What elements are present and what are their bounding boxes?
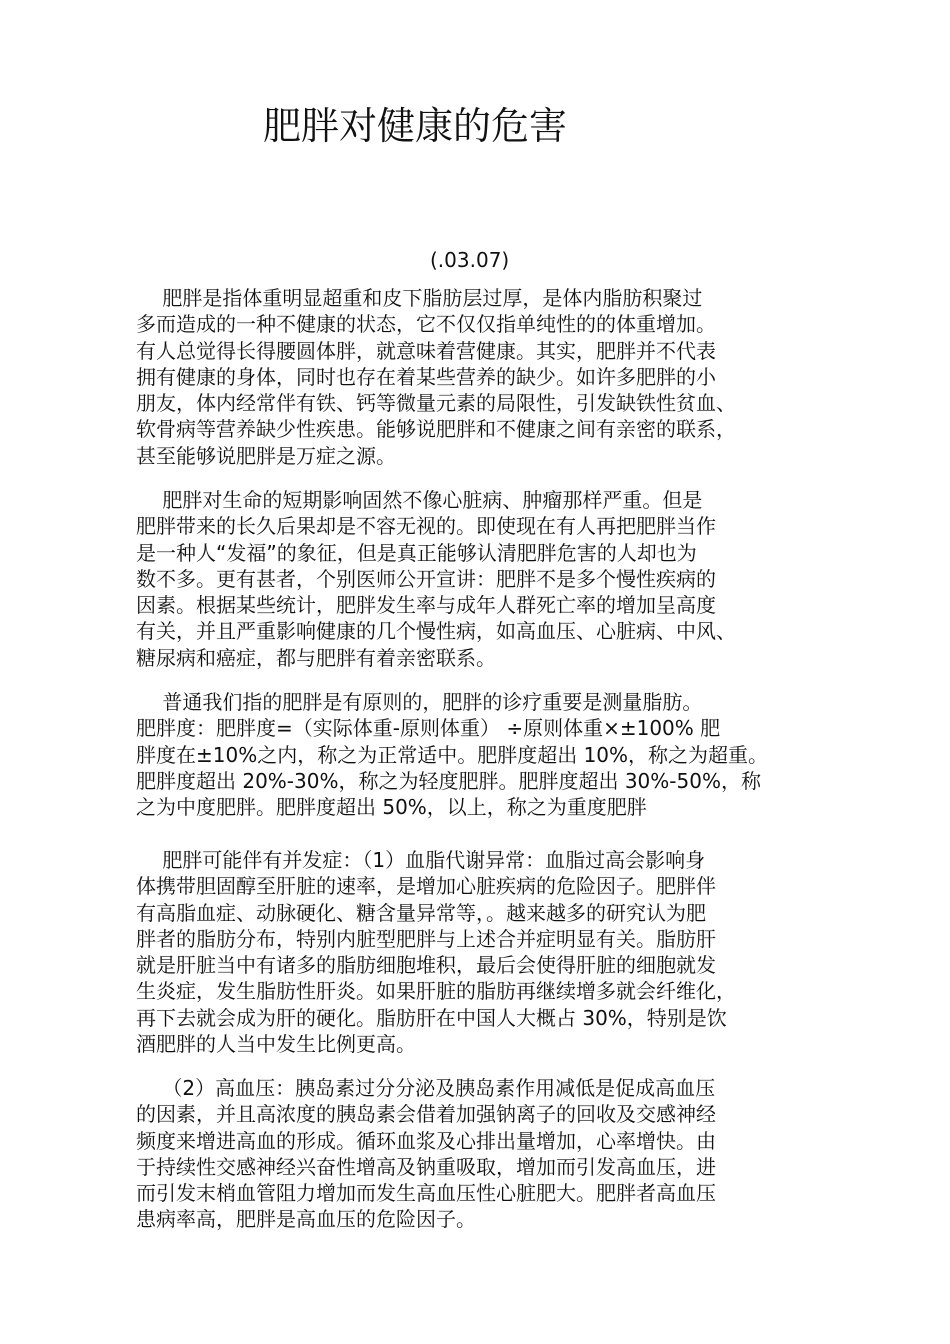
- text-line: 软骨病等营养缺少性疾患。能够说肥胖和不健康之间有亲密的联系，: [136, 417, 736, 442]
- text-line: 肥胖可能伴有并发症：（1）血脂代谢异常：血脂过高会影响身: [136, 848, 706, 872]
- text-line: 酒肥胖的人当中发生比例更高。: [136, 1032, 416, 1057]
- text-line: 肥胖对生命的短期影响固然不像心脏病、肿瘤那样严重。但是: [136, 488, 703, 512]
- text-line: 就是肝脏当中有诸多的脂肪细胞堆积，最后会使得肝脏的细胞就发: [136, 953, 716, 978]
- paragraph-obesity-degree: [136, 689, 836, 820]
- paragraph-hypertension: [136, 1075, 836, 1233]
- paragraph-complications-lipids: [136, 847, 836, 1057]
- text-line: 胖度在±10%之内，称之为正常适中。肥胖度超出 10%，称之为超重。: [136, 742, 769, 767]
- text-line: 多而造成的一种不健康的状态，它不仅仅指单纯性的的体重增加。: [136, 312, 716, 337]
- text-line: 甚至能够说肥胖是万症之源。: [136, 443, 396, 468]
- text-line: 胖者的脂肪分布，特别内脏型肥胖与上述合并症明显有关。脂肪肝: [136, 926, 716, 951]
- text-line: 肥胖度：肥胖度=（实际体重-原则体重） ÷原则体重×±100% 肥: [136, 716, 721, 741]
- text-line: 之为中度肥胖。肥胖度超出 50%，以上，称之为重度肥胖: [136, 795, 647, 820]
- paragraph-intro: [136, 285, 836, 469]
- text-line: 而引发末梢血管阻力增加而发生高血压性心脏肥大。肥胖者高血压: [136, 1181, 716, 1206]
- text-line: 数不多。更有甚者，个别医师公开宣讲：肥胖不是多个慢性疾病的: [136, 566, 716, 591]
- text-line: 有关，并且严重影响健康的几个慢性病，如高血压、心脏病、中风、: [136, 619, 736, 644]
- text-line: 有人总觉得长得腰圆体胖，就意味着营健康。其实，肥胖并不代表: [136, 338, 716, 363]
- text-line: 普通我们指的肥胖是有原则的，肥胖的诊疗重要是测量脂肪。: [136, 690, 703, 714]
- text-line: 肥胖带来的长久后果却是不容无视的。即使现在有人再把肥胖当作: [136, 514, 716, 539]
- text-line: 的因素，并且高浓度的胰岛素会借着加强钠离子的回收及交感神经: [136, 1102, 716, 1127]
- document-title: 肥胖对健康的危害: [263, 104, 568, 148]
- text-line: 体携带胆固醇至肝脏的速率，是增加心脏疾病的危险因子。肥胖伴: [136, 874, 716, 899]
- text-line: 患病率高，肥胖是高血压的危险因子。: [136, 1207, 476, 1232]
- text-line: 于持续性交感神经兴奋性增高及钠重吸取，增加而引发高血压，进: [136, 1154, 716, 1179]
- paragraph-long-term-effects: [136, 487, 836, 671]
- text-line: 拥有健康的身体，同时也存在着某些营养的缺少。如许多肥胖的小: [136, 364, 716, 389]
- text-line: 肥胖度超出 20%-30%，称之为轻度肥胖。肥胖度超出 30%-50%，称: [136, 768, 761, 793]
- text-line: 再下去就会成为肝的硬化。脂肪肝在中国人大概占 30%，特别是饮: [136, 1005, 727, 1030]
- document-date: (.03.07): [430, 248, 510, 272]
- text-line: 肥胖是指体重明显超重和皮下脂肪层过厚，是体内脂肪积聚过: [136, 286, 703, 310]
- text-line: （2）高血压：胰岛素过分分泌及胰岛素作用减低是促成高血压: [136, 1076, 716, 1100]
- text-line: 因素。根据某些统计，肥胖发生率与成年人群死亡率的增加呈高度: [136, 593, 716, 618]
- text-line: 朋友，体内经常伴有铁、钙等微量元素的局限性，引发缺铁性贫血、: [136, 391, 736, 416]
- text-line: 生炎症，发生脂肪性肝炎。如果肝脏的脂肪再继续增多就会纤维化，: [136, 979, 736, 1004]
- text-line: 糖尿病和癌症，都与肥胖有着亲密联系。: [136, 645, 496, 670]
- text-line: 是一种人“发福”的象征，但是真正能够认清肥胖危害的人却也为: [136, 540, 697, 565]
- text-line: 频度来增进高血的形成。循环血浆及心排出量增加，心率增快。由: [136, 1128, 716, 1153]
- text-line: 有高脂血症、动脉硬化、糖含量异常等，。越来越多的研究认为肥: [136, 900, 706, 925]
